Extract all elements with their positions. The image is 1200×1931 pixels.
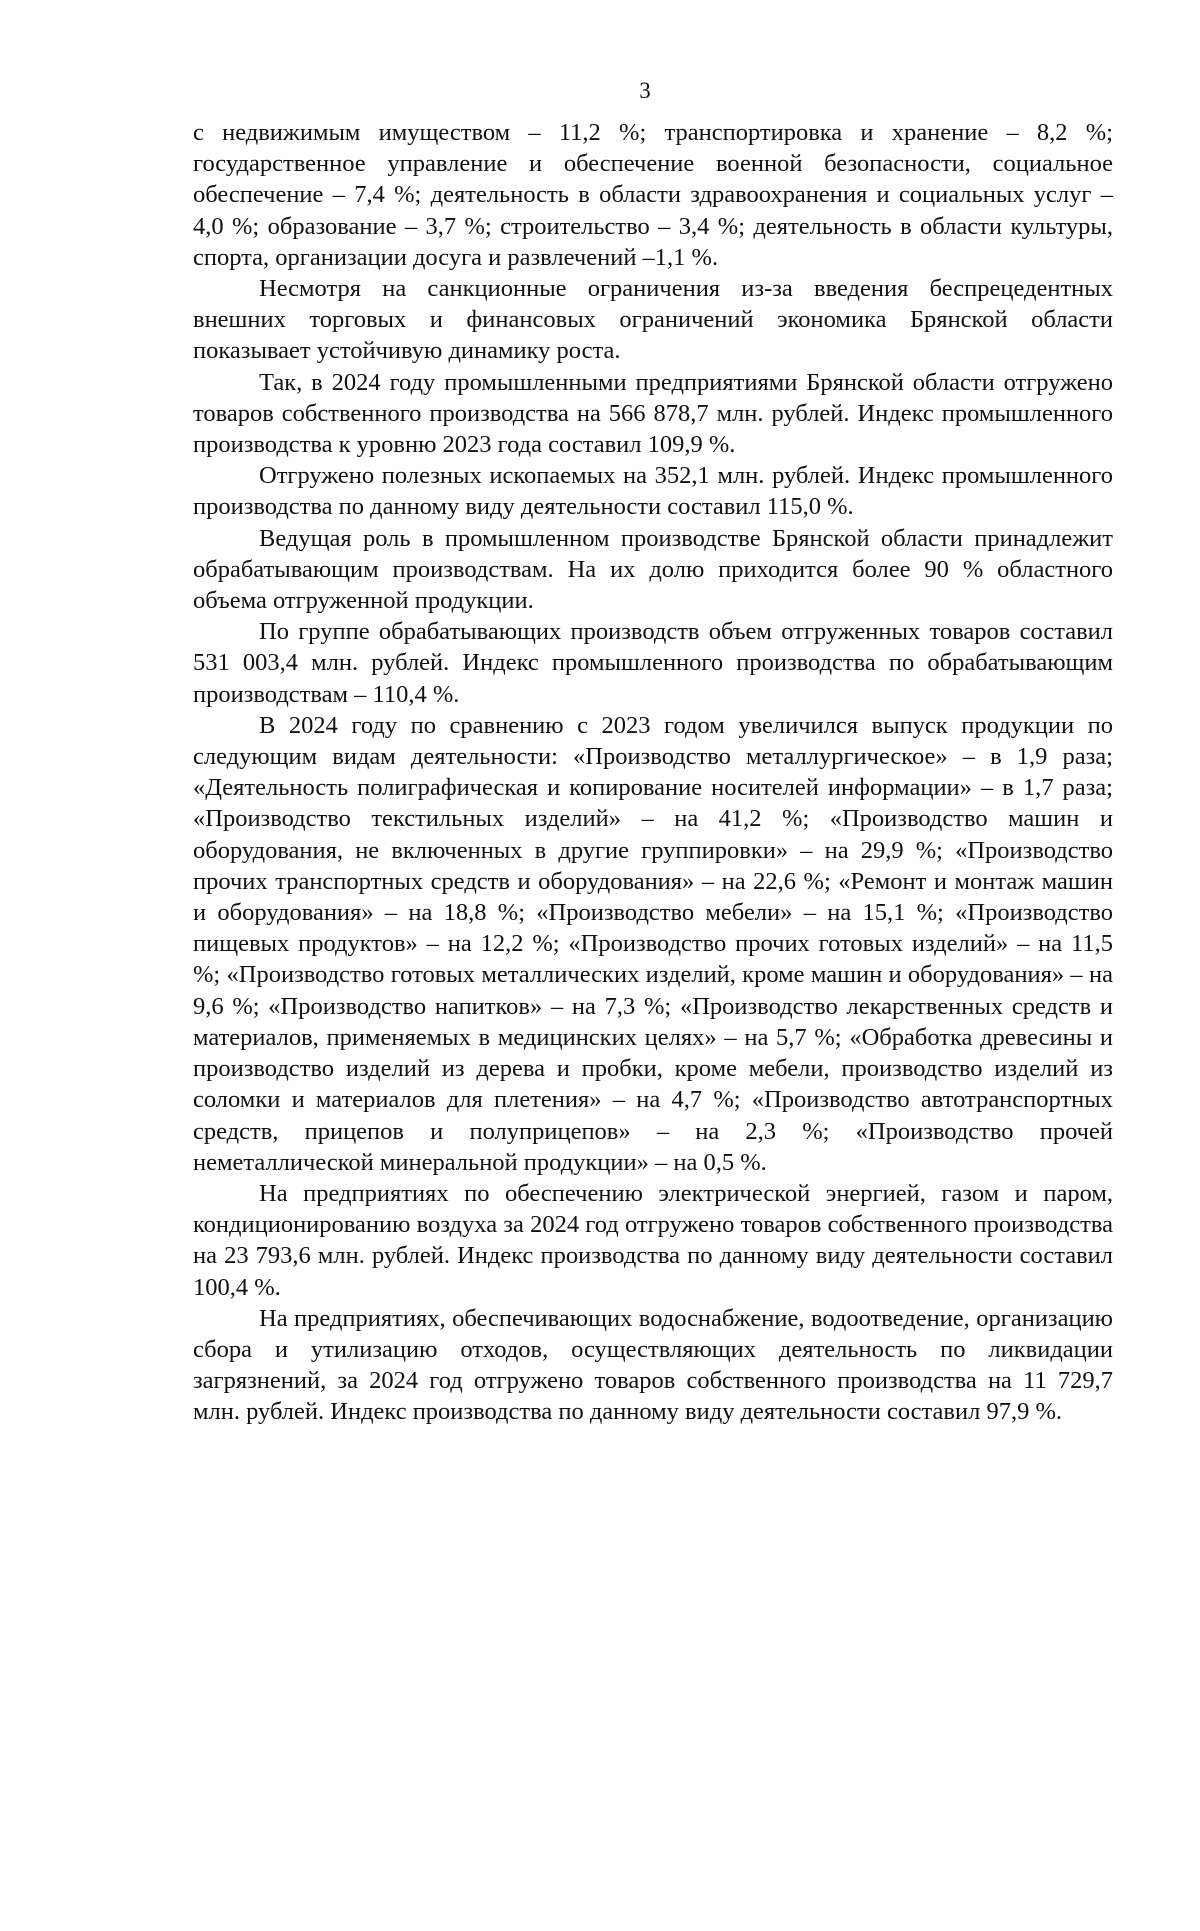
paragraph-energy-supply: На предприятиях по обеспечению электрической энергией, газом и паром, кондиционированию воздуха за 2024 год отгружено товаров собственного производства на 23 793,6 млн. рублей. Индекс производства по данному виду деятельности составил 100,4 %. <box>193 1179 1113 1301</box>
paragraph-industrial-shipment: Так, в 2024 году промышленными предприятиями Брянской области отгружено товаров собственного производства на 566 878,7 млн. рублей. Индекс промышленного производства к уровню 2023 года составил 109,9 %. <box>193 368 1113 459</box>
paragraph-manufacturing-share: Ведущая роль в промышленном производстве Брянской области принадлежит обрабатывающим производствам. На их долю приходится более 90 % областного объема отгруженной продукции. <box>193 524 1113 615</box>
paragraph-water-supply: На предприятиях, обеспечивающих водоснабжение, водоотведение, организацию сбора и утилизацию отходов, осуществляющих деятельность по ликвидации загрязнений, за 2024 год отгружено товаров собственного производства на 11 729,7 млн. рублей. Индекс производства по данному виду деятельности составил 97,9 %. <box>193 1304 1113 1426</box>
page-number: 3 <box>639 78 651 103</box>
paragraph-mining: Отгружено полезных ископаемых на 352,1 млн. рублей. Индекс промышленного производства по данному виду деятельности составил 115,0 %. <box>193 462 1113 521</box>
paragraph-output-growth-by-activity: В 2024 году по сравнению с 2023 годом увеличился выпуск продукции по следующим видам деятельности: «Производство металлургическое» – в 1,9 раза; «Деятельность полиграфическая и копирование носителей информации» – в 1,7 раза; «Производство текстильных изделий» – на 41,2 %; «Производство машин и оборудования, не включенных в другие группировки» – на 29,9 %; «Производство прочих транспортных средств и оборудования» – на 22,6 %; «Ремонт и монтаж машин и оборудования» – на 18,8 %; «Производство мебели» – на 15,1 %; «Производство пищевых продуктов» – на 12,2 %; «Производство прочих готовых изделий» – на 11,5 %; «Производство готовых металлических изделий, кроме машин и оборудования» – на 9,6 %; «Производство напитков» – на 7,3 %; «Производство лекарственных средств и материалов, применяемых в медицинских целях» – на 5,7 %; «Обработка древесины и производство изделий из дерева и пробки, кроме мебели, производство изделий из соломки и материалов для плетения» – на 4,7 %; «Производство автотранспортных средств, прицепов и полуприцепов» – на 2,3 %; «Производство прочей неметаллической минеральной продукции» – на 0,5 %. <box>193 711 1113 1176</box>
document-body <box>193 117 1113 1428</box>
paragraph-continuation: с недвижимым имуществом – 11,2 %; транспортировка и хранение – 8,2 %; государственное управление и обеспечение военной безопасности, социальное обеспечение – 7,4 %; деятельность в области здравоохранения и социальных услуг – 4,0 %; образование – 3,7 %; строительство – 3,4 %; деятельность в области культуры, спорта, организации досуга и развлечений –1,1 %. <box>193 119 1113 271</box>
paragraph-sanctions-growth: Несмотря на санкционные ограничения из-за введения беспрецедентных внешних торговых и финансовых ограничений экономика Брянской области показывает устойчивую динамику роста. <box>193 275 1113 365</box>
paragraph-manufacturing-volume: По группе обрабатывающих производств объем отгруженных товаров составил 531 003,4 млн. рублей. Индекс промышленного производства по обрабатывающим производствам – 110,4 %. <box>193 618 1113 708</box>
